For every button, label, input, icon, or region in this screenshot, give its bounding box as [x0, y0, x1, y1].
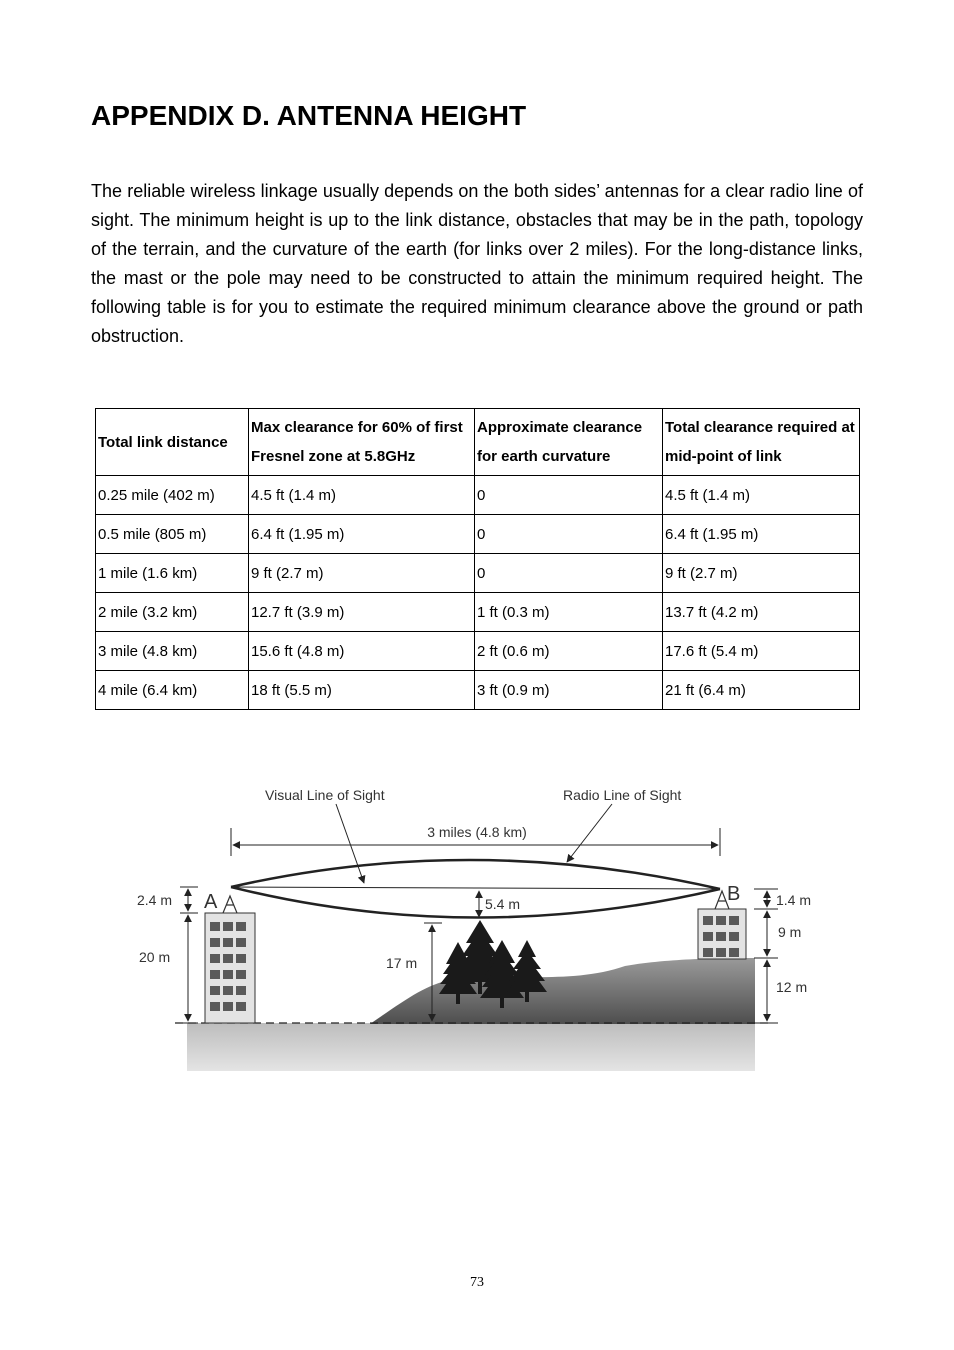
- b-building-height: 9 m: [778, 924, 802, 940]
- window: [223, 938, 233, 947]
- table-cell: 17.6 ft (5.4 m): [663, 632, 860, 671]
- point-a-label: A: [204, 891, 218, 913]
- ground: [187, 1023, 755, 1071]
- table-cell: 4 mile (6.4 km): [96, 671, 249, 710]
- antenna-height-diagram: [130, 770, 830, 1080]
- mid-clearance-label: 5.4 m: [485, 896, 521, 912]
- window: [236, 1002, 246, 1011]
- table-cell: 9 ft (2.7 m): [249, 554, 475, 593]
- table-header-cell: Total link distance: [96, 409, 249, 476]
- table-cell: 2 mile (3.2 km): [96, 593, 249, 632]
- table-cell: 0.25 mile (402 m): [96, 476, 249, 515]
- building-b: [698, 909, 746, 959]
- window: [716, 948, 726, 957]
- window: [236, 938, 246, 947]
- b-hill-height: 12 m: [776, 979, 808, 995]
- window: [716, 916, 726, 925]
- window: [223, 970, 233, 979]
- table-cell: 4.5 ft (1.4 m): [663, 476, 860, 515]
- window: [223, 922, 233, 931]
- antenna-a-icon: [223, 896, 237, 913]
- window: [236, 970, 246, 979]
- window: [716, 932, 726, 941]
- table-cell: 1 ft (0.3 m): [475, 593, 663, 632]
- hill: [370, 958, 755, 1024]
- a-antenna-height: 2.4 m: [137, 892, 173, 908]
- a-building-height: 20 m: [139, 949, 171, 965]
- window: [210, 922, 220, 931]
- table-row: [96, 515, 860, 554]
- table-cell: 13.7 ft (4.2 m): [663, 593, 860, 632]
- window: [729, 916, 739, 925]
- obstacle-height-label: 17 m: [386, 955, 418, 971]
- table-row: [96, 593, 860, 632]
- table-cell: 6.4 ft (1.95 m): [249, 515, 475, 554]
- table-cell: 15.6 ft (4.8 m): [249, 632, 475, 671]
- table-header-cell: Approximate clearance for earth curvature: [475, 409, 663, 476]
- window: [223, 954, 233, 963]
- clearance-table: [95, 408, 860, 710]
- window: [236, 922, 246, 931]
- window: [729, 948, 739, 957]
- page-title: APPENDIX D. ANTENNA HEIGHT: [91, 100, 527, 131]
- visual-los-label: Visual Line of Sight: [265, 787, 385, 803]
- table-cell: 2 ft (0.6 m): [475, 632, 663, 671]
- table-cell: 3 mile (4.8 km): [96, 632, 249, 671]
- window: [236, 954, 246, 963]
- window: [210, 954, 220, 963]
- point-b-label: B: [727, 883, 741, 905]
- window: [729, 932, 739, 941]
- window: [223, 1002, 233, 1011]
- window: [703, 916, 713, 925]
- window: [236, 986, 246, 995]
- table-cell: 0: [475, 515, 663, 554]
- table-cell: 18 ft (5.5 m): [249, 671, 475, 710]
- table-header: [96, 409, 860, 476]
- window: [210, 986, 220, 995]
- window: [703, 932, 713, 941]
- table-cell: 1 mile (1.6 km): [96, 554, 249, 593]
- table-row: [96, 476, 860, 515]
- radio-los-label: Radio Line of Sight: [563, 787, 682, 803]
- table-body: [96, 476, 860, 710]
- window: [703, 948, 713, 957]
- table-cell: 21 ft (6.4 m): [663, 671, 860, 710]
- window: [210, 938, 220, 947]
- table-row: [96, 632, 860, 671]
- visual-los: [231, 887, 720, 889]
- table-cell: 0: [475, 476, 663, 515]
- table-cell: 12.7 ft (3.9 m): [249, 593, 475, 632]
- window: [210, 1002, 220, 1011]
- table-row: [96, 671, 860, 710]
- table-row: [96, 554, 860, 593]
- table-cell: 9 ft (2.7 m): [663, 554, 860, 593]
- radio-los-upper: [231, 860, 720, 889]
- intro-paragraph: The reliable wireless linkage usually depends on the both sides’ antennas for a clear radio line of sight. The minimum height is up to the link distance, obstacles that may be in the path, topology of the terrain, and the curvature of the earth (for links over 2 miles). For the long-distance links, the mast or the pole may need to be constructed to attain the minimum required height. The following table is for you to estimate the required minimum clearance above the ground or path obstruction.: [91, 181, 863, 346]
- distance-label: 3 miles (4.8 km): [427, 824, 527, 840]
- table-cell: 4.5 ft (1.4 m): [249, 476, 475, 515]
- b-antenna-height: 1.4 m: [776, 892, 812, 908]
- table-cell: 0.5 mile (805 m): [96, 515, 249, 554]
- table-cell: 3 ft (0.9 m): [475, 671, 663, 710]
- table-cell: 0: [475, 554, 663, 593]
- table-header-row: [96, 409, 860, 476]
- window: [210, 970, 220, 979]
- radio-los-lower: [231, 887, 720, 918]
- page-number: 73: [470, 1275, 484, 1290]
- window: [223, 986, 233, 995]
- table-cell: 6.4 ft (1.95 m): [663, 515, 860, 554]
- table-header-cell: Max clearance for 60% of first Fresnel zone at 5.8GHz: [249, 409, 475, 476]
- building-a: [205, 913, 255, 1023]
- table-header-cell: Total clearance required at mid-point of link: [663, 409, 860, 476]
